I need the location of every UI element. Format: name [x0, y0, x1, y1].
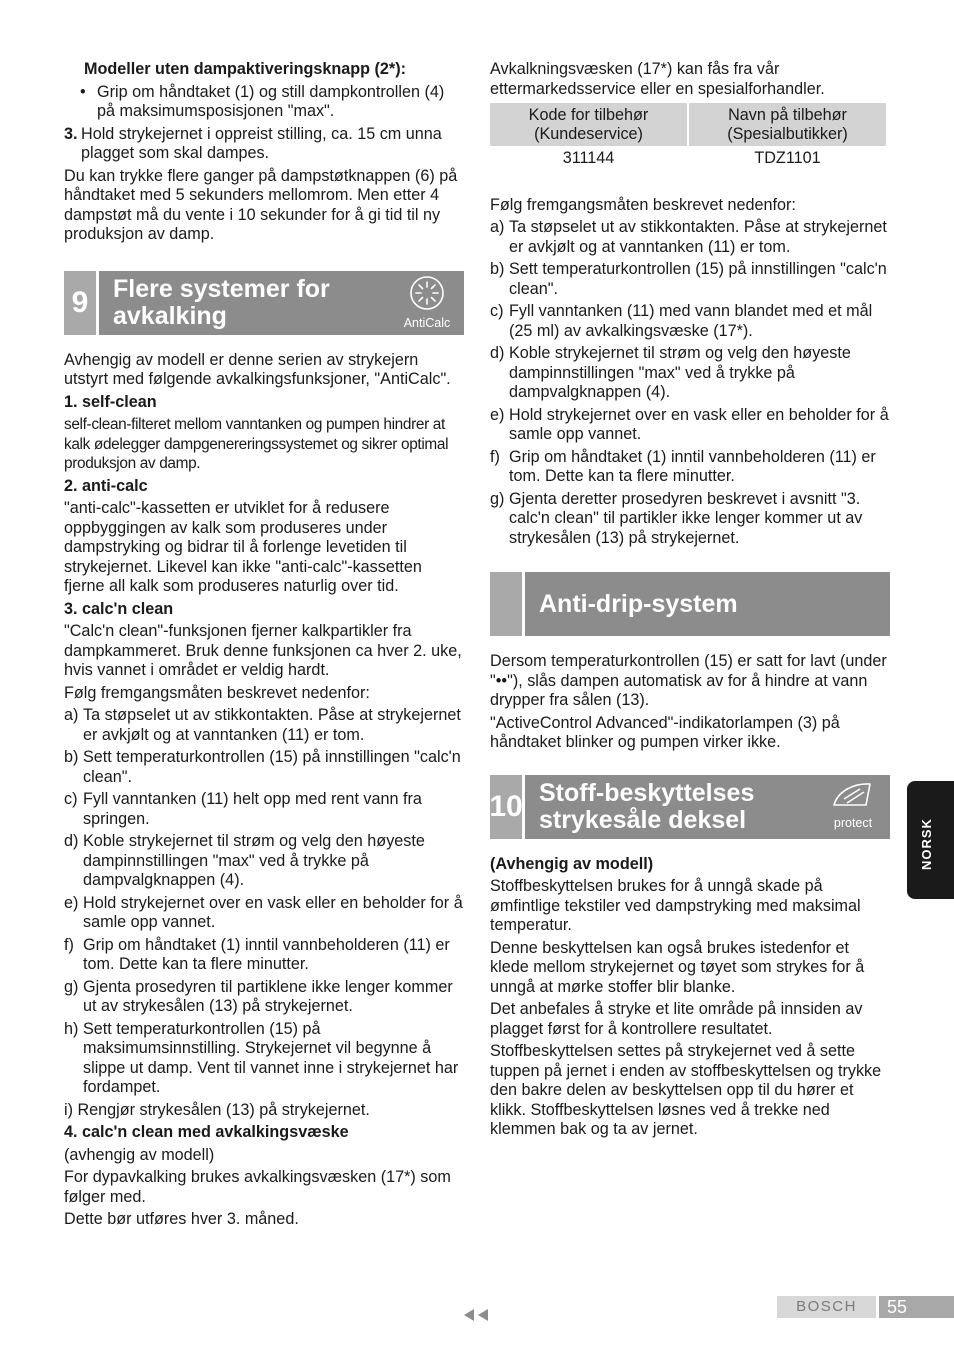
calc-clean-heading: 3. calc'n clean	[64, 599, 174, 618]
step-item	[490, 218, 890, 257]
self-clean-text: self-clean-filteret mellom vanntanken og pumpen hindrer at kalk ødelegger dampgenereringssystemet og sikrer optimal produksjon av damp.	[64, 416, 449, 472]
section-10-model-note: (Avhengig av modell)	[490, 854, 654, 873]
anti-drip-banner	[490, 572, 890, 636]
step-marker: a)	[490, 218, 505, 236]
anti-drip-paragraph-2: "ActiveControl Advanced"-indikatorlampen (3) på håndtaket blinker og pumpen virker ikke.	[490, 713, 840, 751]
step-text: Hold strykejernet over en vask eller en beholder for å samle opp vannet.	[509, 405, 889, 443]
step-marker: d)	[64, 832, 79, 850]
follow-instructions: Følg fremgangsmåten beskrevet nedenfor:	[64, 683, 370, 702]
step-item	[490, 344, 890, 403]
step-marker: f)	[64, 935, 74, 954]
step-text: Fyll vanntanken (11) med vann blandet med et mål (25 ml) av avkalkingsvæske (17*).	[509, 302, 873, 340]
availability-paragraph: Avkalkningsvæsken (17*) kan fås fra vår ettermarkedsservice eller en spesialforhandler.	[490, 60, 825, 98]
accessory-code: 311144	[562, 149, 615, 167]
language-tab-label: NORSK	[919, 818, 934, 870]
step-marker: g)	[490, 489, 505, 508]
step-marker: f)	[490, 447, 500, 466]
accessory-table	[488, 103, 888, 172]
section-9-title-box	[99, 271, 464, 335]
models-heading: Modeller uten dampaktiveringsknapp (2*):	[84, 60, 407, 78]
step-item	[64, 936, 464, 975]
section-9-banner	[64, 271, 464, 335]
self-clean-heading: 1. self-clean	[64, 392, 157, 411]
step-item	[64, 978, 464, 1017]
press-paragraph: Du kan trykke flere ganger på dampstøtknappen (6) på håndtaket med 5 sekunders mellomrom. Men etter 4 dampstøt må du vente i 10 sekunder for å gi tid til ny produksjon av damp.	[64, 166, 458, 243]
step-text: Sett temperaturkontrollen (15) på innstillingen "calc'n clean".	[83, 748, 461, 786]
anti-drip-paragraph-1: Dersom temperaturkontrollen (15) er satt for lavt (under "••"), slås dampen automatisk av for å hindre at vann drypper fra sålen (13).	[490, 652, 887, 709]
section-10-title-box	[525, 775, 890, 839]
step-text: Koble strykejernet til strøm og velg den høyeste dampinnstillingen "max" ved å trykke på dampvalgknappen (4).	[83, 832, 425, 889]
step-item	[490, 302, 890, 341]
step-item	[490, 448, 890, 487]
step-item	[64, 790, 464, 829]
step-text: Grip om håndtaket (1) inntil vannbeholderen (11) er tom. Dette kan ta flere minutter.	[509, 447, 876, 485]
step-marker: h)	[64, 1019, 79, 1038]
step-item	[64, 748, 464, 787]
step-item	[490, 490, 890, 549]
section-10-paragraph-1: Stoffbeskyttelsen brukes for å unngå skade på ømfintlige tekstiler ved dampstryking med maksimal temperatur.	[490, 877, 861, 934]
protect-icon-label: protect	[833, 816, 873, 830]
page-number: 55	[879, 1296, 954, 1318]
step-text: Fyll vanntanken (11) helt opp med rent vann fra springen.	[83, 790, 422, 828]
step-marker: e)	[490, 405, 505, 424]
step-text: Gjenta prosedyren til partiklene ikke lenger kommer ut av strykesålen (13) på strykejernet.	[83, 977, 453, 1015]
models-bullet-text: Grip om håndtaket (1) og still dampkontrollen (4) på maksimumsposisjonen "max".	[97, 82, 445, 120]
step-marker: c)	[64, 790, 78, 808]
section-10-number: 10	[490, 775, 522, 839]
step-marker: b)	[490, 260, 505, 278]
step-text: Hold strykejernet over en vask eller en beholder for å samle opp vannet.	[83, 893, 463, 931]
calc-clean-text: "Calc'n clean"-funksjonen fjerner kalkpartikler fra dampkammeret. Bruk denne funksjonen ca hver 2. uke, hvis vannet i området er veldig hardt.	[64, 622, 462, 679]
step-item	[64, 1020, 464, 1098]
section-10-paragraph-2: Denne beskyttelsen kan også brukes istedenfor et klede mellom strykejernet og tøyet som strykes for å unngå at mørke stoffer blir blanke.	[490, 938, 865, 996]
step-text: Sett temperaturkontrollen (15) på maksimumsinnstilling. Strykejernet vil begynne å slippe ut damp. Vent til vannet inne i strykejernet har fordampet.	[83, 1019, 459, 1096]
step-text: Sett temperaturkontrollen (15) på innstillingen "calc'n clean".	[509, 260, 887, 298]
accessory-name: TDZ1101	[754, 149, 821, 167]
step-i: i) Rengjør strykesålen (13) på strykejernet.	[64, 1100, 370, 1119]
intro-paragraph: Avhengig av modell er denne serien av strykejern utstyrt med følgende avkalkingsfunksjoner, "AntiCalc".	[64, 350, 451, 388]
bullet-marker: •	[80, 82, 86, 101]
accessory-name-header: Navn på tilbehør (Spesialbutikker)	[689, 103, 886, 146]
section-10-paragraph-4: Stoffbeskyttelsen settes på strykejernet ved å sette tuppen på jernet i enden av stoffbeskyttelsen og trykke den bakre delen av beskyttelsen opp til du hører et klikk. Stoffbeskyttelsen løsnes ved å trekke ned klemmen bak og ta av jernet.	[490, 1042, 882, 1138]
anti-calc-heading: 2. anti-calc	[64, 476, 148, 495]
previous-page-icon[interactable]	[463, 1308, 491, 1328]
step-item	[490, 406, 890, 445]
left-column	[64, 60, 464, 1233]
step-text: Ta støpselet ut av stikkontakten. Påse at strykejernet er avkjølt og at vanntanken (11) er tom.	[509, 218, 887, 256]
calc-clean-liquid-frequency: Dette bør utføres hver 3. måned.	[64, 1210, 299, 1228]
step-marker: e)	[64, 893, 79, 912]
anti-drip-number-box	[490, 572, 522, 636]
section-9-title: Flere systemer for avkalking	[113, 274, 330, 330]
anticalc-icon-label: AntiCalc	[403, 316, 451, 330]
calc-clean-liquid-model: (avhengig av modell)	[64, 1145, 215, 1164]
accessory-code-header: Kode for tilbehør (Kundeservice)	[490, 103, 687, 146]
anti-drip-title: Anti-drip-system	[539, 589, 738, 618]
step-item	[64, 706, 464, 745]
step-3-number: 3.	[64, 124, 78, 143]
section-9-number: 9	[64, 271, 96, 335]
anti-drip-title-box	[525, 572, 890, 636]
right-column	[490, 60, 890, 1143]
anticalc-icon	[396, 275, 458, 331]
step-3-text: Hold strykejernet i oppreist stilling, ca. 15 cm unna plagget som skal dampes.	[81, 124, 442, 162]
step-marker: d)	[490, 344, 505, 362]
follow-instructions: Følg fremgangsmåten beskrevet nedenfor:	[490, 195, 796, 214]
step-marker: b)	[64, 748, 79, 766]
models-bullet	[64, 83, 464, 122]
step-marker: c)	[490, 302, 504, 320]
step-text: Gjenta deretter prosedyren beskrevet i avsnitt "3. calc'n clean" til partikler ikke lenger kommer ut av strykesålen (13) på strykejernet.	[509, 489, 863, 547]
step-marker: g)	[64, 977, 79, 996]
anti-calc-text: "anti-calc"-kassetten er utviklet for å redusere oppbyggingen av kalk som produseres under dampstryking og bidrar til å forlenge levetiden til strykejernet. Likevel kan ikke "anti-calc"-kassetten fjerne all kalk som produseres naturlig over tid.	[64, 499, 422, 595]
protect-iron-icon	[822, 779, 884, 831]
footer-brand: BOSCH	[777, 1296, 876, 1318]
section-10-banner	[490, 775, 890, 839]
step-item	[64, 832, 464, 891]
language-tab	[907, 781, 954, 899]
step-item	[490, 260, 890, 299]
calc-clean-liquid-heading: 4. calc'n clean med avkalkingsvæske	[64, 1123, 349, 1141]
calc-clean-steps	[64, 706, 464, 1098]
step-3	[64, 125, 464, 164]
step-text: Ta støpselet ut av stikkontakten. Påse at strykejernet er avkjølt og at vanntanken (11) er tom.	[83, 706, 461, 744]
step-item	[64, 894, 464, 933]
section-10-title: Stoff-beskyttelses strykesåle deksel	[539, 778, 755, 834]
descaling-liquid-steps	[490, 218, 890, 548]
step-marker: a)	[64, 706, 79, 724]
step-text: Koble strykejernet til strøm og velg den høyeste dampinnstillingen "max" ved å trykke på dampvalgknappen (4).	[509, 344, 851, 401]
step-text: Grip om håndtaket (1) inntil vannbeholderen (11) er tom. Dette kan ta flere minutter.	[83, 935, 450, 973]
calc-clean-liquid-text: For dypavkalking brukes avkalkingsvæsken (17*) som følger med.	[64, 1168, 451, 1206]
section-10-paragraph-3: Det anbefales å stryke et lite område på innsiden av plagget først for å kontrollere resultatet.	[490, 1000, 863, 1038]
